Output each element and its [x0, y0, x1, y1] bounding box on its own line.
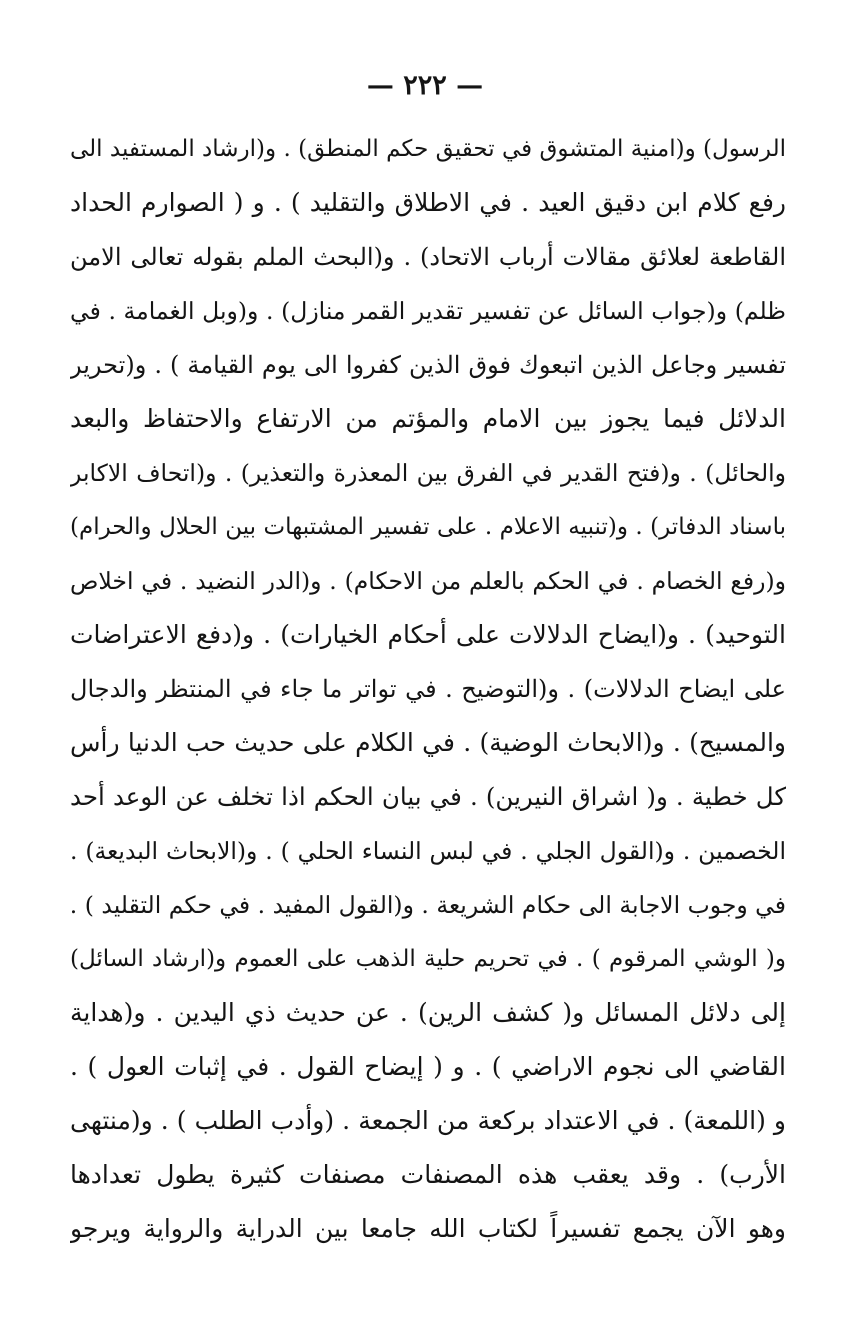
text-line: القاطعة لعلائق مقالات أرباب الاتحاد) . و(البحث الملم بقوله تعالى الامن: [70, 243, 786, 271]
text-line: و( الوشي المرقوم ) . في تحريم حلية الذهب على العموم و(ارشاد السائل): [70, 946, 786, 972]
text-line: الأرب) . وقد يعقب هذه المصنفات مصنفات كثيرة يطول تعدادها: [70, 1160, 786, 1189]
text-line: والمسيح) . و(الابحاث الوضية) . في الكلام على حديث حب الدنيا رأس: [70, 728, 786, 757]
text-line: وهو الآن يجمع تفسيراً لكتاب الله جامعا بين الدراية والرواية ويرجو: [70, 1214, 786, 1243]
text-line: تفسير وجاعل الذين اتبعوك فوق الذين كفروا الى يوم القيامة ) . و(تحرير: [70, 351, 786, 379]
text-line: و (اللمعة) . في الاعتداد بركعة من الجمعة . (وأدب الطلب ) . و(منتهى: [70, 1106, 786, 1135]
page-number: — ٢٢٢ —: [366, 70, 484, 101]
text-line: باسناد الدفاتر) . و(تنبيه الاعلام . على تفسير المشتبهات بين الحلال والحرام): [70, 514, 786, 540]
body-text: [70, 122, 786, 1256]
text-line: القاضي الى نجوم الاراضي ) . و ( إيضاح القول . في إثبات العول ) .: [70, 1052, 786, 1081]
text-line: الدلائل فيما يجوز بين الامام والمؤتم من الارتفاع والاحتفاظ والبعد: [70, 404, 786, 433]
text-line: الخصمين . و(القول الجلي . في لبس النساء الحلي ) . و(الابحاث البديعة) .: [70, 837, 786, 865]
text-line: الرسول) و(امنية المتشوق في تحقيق حكم المنطق) . و(ارشاد المستفيد الى: [70, 136, 786, 162]
text-line: على ايضاح الدلالات) . و(التوضيح . في تواتر ما جاء في المنتظر والدجال: [70, 675, 786, 703]
text-line: إلى دلائل المسائل و( كشف الرين) . عن حديث ذي اليدين . و(هداية: [70, 998, 786, 1027]
text-line: والحائل) . و(فتح القدير في الفرق بين المعذرة والتعذير) . و(اتحاف الاكابر: [70, 459, 786, 487]
text-line: في وجوب الاجابة الى حكام الشريعة . و(القول المفيد . في حكم التقليد ) .: [70, 891, 786, 919]
text-line: و(رفع الخصام . في الحكم بالعلم من الاحكام) . و(الدر النضيد . في اخلاص: [70, 567, 786, 595]
text-line: كل خطية . و( اشراق النيرين) . في بيان الحكم اذا تخلف عن الوعد أحد: [70, 782, 786, 811]
text-line: رفع كلام ابن دقيق العيد . في الاطلاق والتقليد ) . و ( الصوارم الحداد: [70, 188, 786, 217]
text-line: التوحيد) . و(ايضاح الدلالات على أحكام الخيارات) . و(دفع الاعتراضات: [70, 620, 786, 649]
text-line: ظلم) و(جواب السائل عن تفسير تقدير القمر منازل) . و(وبل الغمامة . في: [70, 297, 786, 325]
